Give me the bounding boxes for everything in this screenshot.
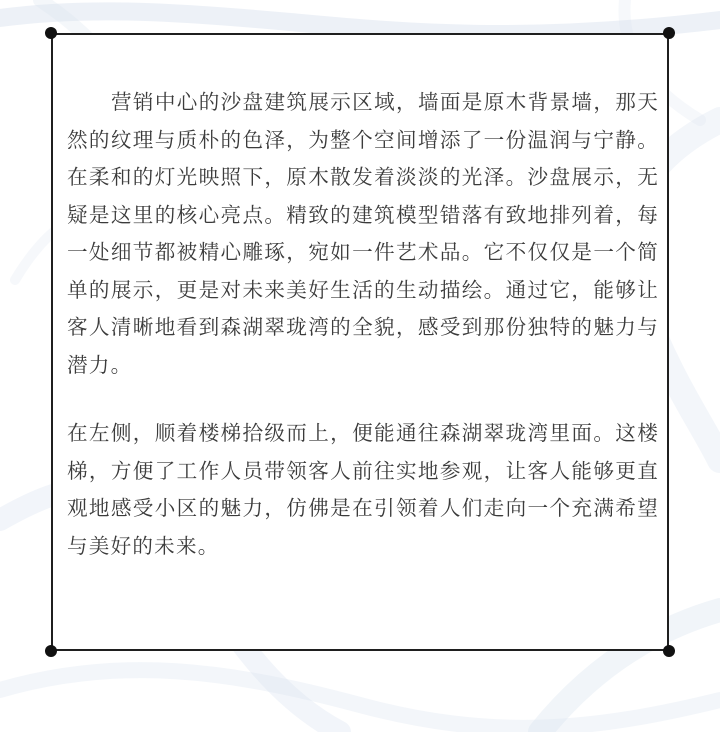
corner-dot-top-left — [45, 27, 57, 39]
corner-dot-bottom-left — [45, 645, 57, 657]
paragraph-2: 在左侧，顺着楼梯拾级而上，便能通往森湖翠珑湾里面。这楼梯，方便了工作人员带领客人前往实地参观，让客人能够更直观地感受小区的魅力，仿佛是在引领着人们走向一个充满希望与美好的未来。 — [67, 421, 659, 558]
corner-dot-top-right — [663, 27, 675, 39]
corner-dot-bottom-right — [663, 645, 675, 657]
paragraph-1: 营销中心的沙盘建筑展示区域，墙面是原木背景墙，那天然的纹理与质朴的色泽，为整个空间增添了一份温润与宁静。在柔和的灯光映照下，原木散发着淡淡的光泽。沙盘展示，无疑是这里的核心亮点。精致的建筑模型错落有致地排列着，每一处细节都被精心雕琢，宛如一件艺术品。它不仅仅是一个简单的展示，更是对未来美好生活的生动描绘。通过它，能够让客人清晰地看到森湖翠珑湾的全貌，感受到那份独特的魅力与潜力。 — [67, 90, 659, 377]
